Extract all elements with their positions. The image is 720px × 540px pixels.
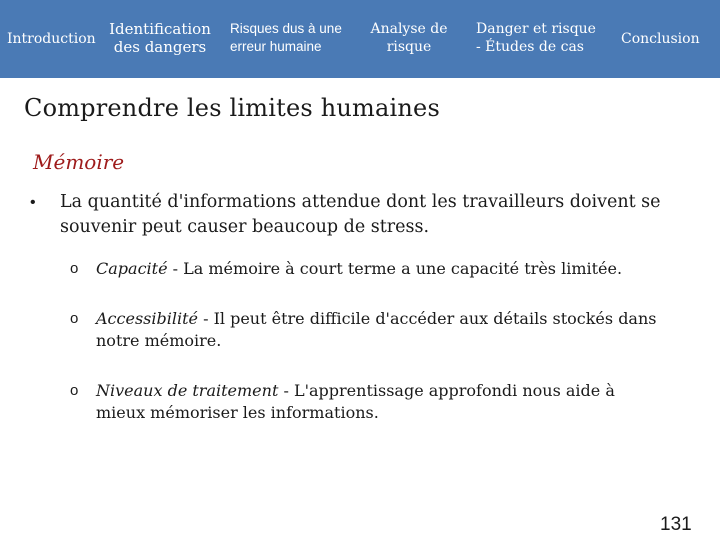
section-heading: Mémoire <box>33 150 125 174</box>
bullet-dot-icon: • <box>30 194 36 211</box>
nav-item-etudes-de-cas[interactable]: Danger et risque - Études de cas <box>476 21 596 55</box>
sub-item-description: - La mémoire à court terme a une capacité très limitée. <box>167 259 623 278</box>
slide-title: Comprendre les limites humaines <box>24 94 440 122</box>
nav-item-conclusion[interactable]: Conclusion <box>621 31 700 47</box>
main-bullet-text: La quantité d'informations attendue dont les travailleurs doivent se souvenir peut causer beaucoup de stress. <box>60 192 661 237</box>
sub-item-description: - L'apprentissage approfondi nous aide à mieux mémoriser les informations. <box>96 381 615 422</box>
sub-item-text <box>96 380 666 424</box>
nav-item-analyse-de-risque[interactable]: Analyse de risque <box>370 21 448 55</box>
top-navigation-bar <box>0 0 720 78</box>
sub-item-text <box>96 308 666 352</box>
sub-item-term: Niveaux de traitement <box>96 381 279 400</box>
sub-item-term: Capacité <box>96 259 168 278</box>
page-number: 131 <box>660 514 692 535</box>
circle-bullet-icon: o <box>70 260 79 277</box>
circle-bullet-icon: o <box>70 382 79 399</box>
nav-item-identification-des-dangers[interactable]: Identification des dangers <box>109 20 211 56</box>
nav-item-introduction[interactable]: Introduction <box>7 31 96 47</box>
sub-item-text <box>96 258 666 280</box>
nav-item-risques-erreur-humaine[interactable]: Risques dus à une erreur humaine <box>230 21 342 54</box>
sub-item-description: - Il peut être difficile d'accéder aux détails stockés dans notre mémoire. <box>96 309 657 350</box>
circle-bullet-icon: o <box>70 310 79 327</box>
sub-item-term: Accessibilité <box>96 309 198 328</box>
